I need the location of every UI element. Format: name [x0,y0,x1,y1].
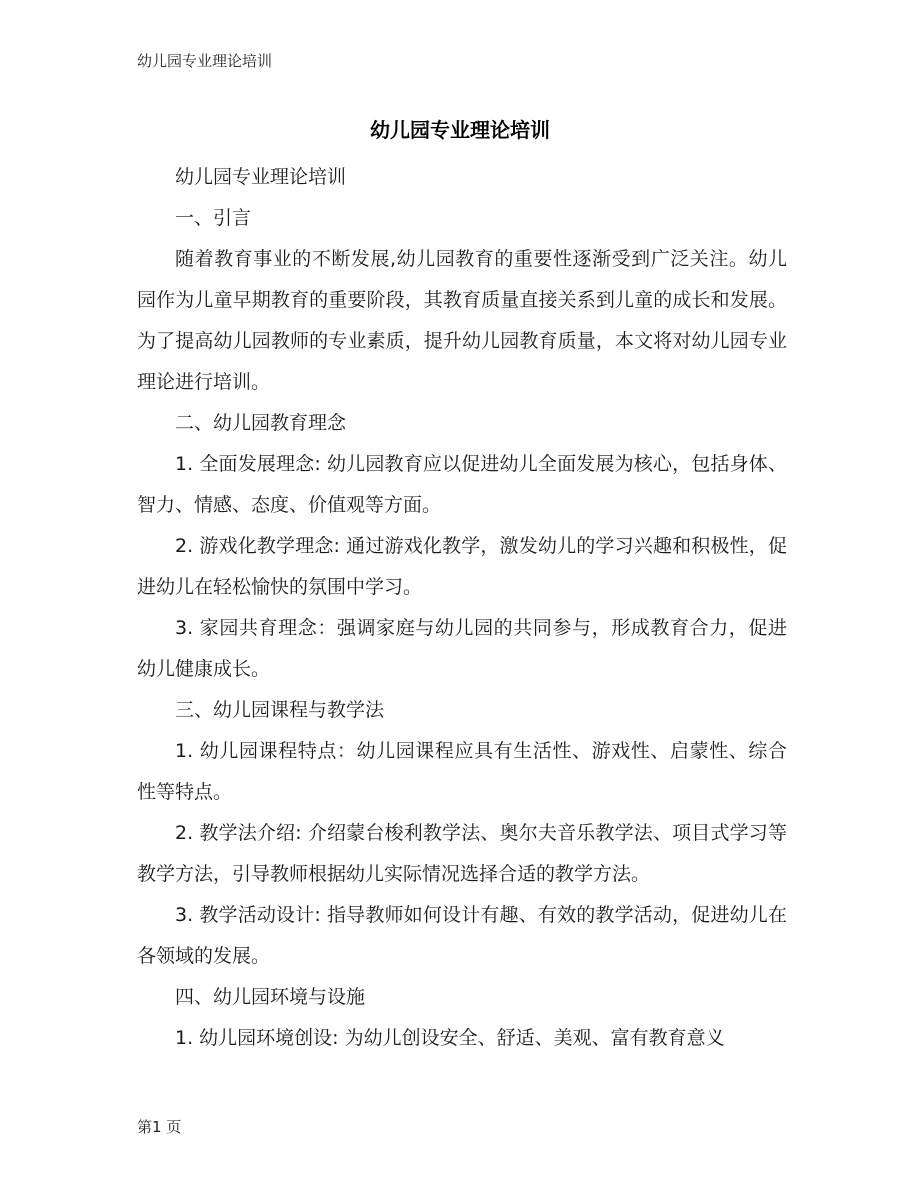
paragraph-subtitle: 幼儿园专业理论培训 [175,166,347,188]
section-heading-introduction: 一、引言 [175,207,252,229]
section-heading-curriculum: 三、幼儿园课程与教学法 [175,699,385,721]
page-number: 第1 页 [137,1118,182,1136]
list-item: 1. 幼儿园环境创设: 为幼儿创设安全、舒适、美观、富有教育意义 [175,1027,725,1049]
section-heading-education-philosophy: 二、幼儿园教育理念 [175,412,347,434]
list-item: 1. 幼儿园课程特点：幼儿园课程应具有生活性、游戏性、启蒙性、综合性等特点。 [137,740,787,803]
section-heading-environment: 四、幼儿园环境与设施 [175,986,366,1008]
list-item: 3. 教学活动设计: 指导教师如何设计有趣、有效的教学活动，促进幼儿在各领域的发展。 [137,904,787,967]
list-item: 2. 游戏化教学理念: 通过游戏化教学，激发幼儿的学习兴趣和积极性，促进幼儿在轻松愉快的氛围中学习。 [137,535,787,598]
document-body [137,157,787,1059]
running-header: 幼儿园专业理论培训 [137,52,273,70]
list-item: 1. 全面发展理念: 幼儿园教育应以促进幼儿全面发展为核心，包括身体、智力、情感、态度、价值观等方面。 [137,453,787,516]
list-item: 2. 教学法介绍: 介绍蒙台梭利教学法、奥尔夫音乐教学法、项目式学习等教学方法，引导教师根据幼儿实际情况选择合适的教学方法。 [137,822,787,885]
list-item: 3. 家园共育理念：强调家庭与幼儿园的共同参与，形成教育合力，促进幼儿健康成长。 [137,617,787,680]
paragraph: 随着教育事业的不断发展,幼儿园教育的重要性逐渐受到广泛关注。幼儿园作为儿童早期教育的重要阶段，其教育质量直接关系到儿童的成长和发展。为了提高幼儿园教师的专业素质，提升幼儿园教育质量，本文将对幼儿园专业理论进行培训。 [137,248,787,393]
document-title: 幼儿园专业理论培训 [370,118,550,142]
